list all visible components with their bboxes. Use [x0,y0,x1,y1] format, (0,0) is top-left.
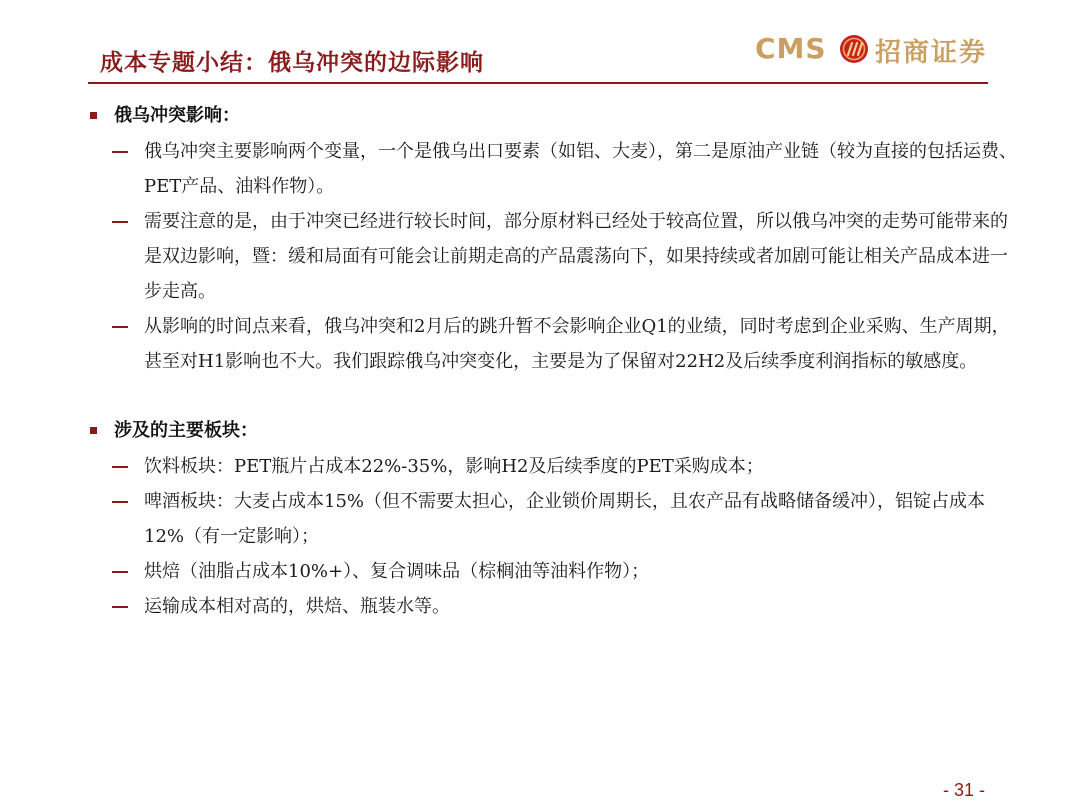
company-logo [755,30,990,70]
section-heading-text: 俄乌冲突影响： [114,105,240,126]
list-item-text: 烘焙（油脂占成本10%+）、复合调味品（棕榈油等油料作物）； [144,561,650,582]
list-item [88,449,1018,484]
bullet-list [88,449,1018,624]
dash-bullet-icon [112,466,128,468]
square-bullet-icon [90,112,97,119]
list-item-text: 运输成本相对高的，烘焙、瓶装水等。 [144,596,450,617]
list-item-text: 俄乌冲突主要影响两个变量，一个是俄乌出口要素（如铝、大麦），第二是原油产业链（较为直接的包括运费、PET产品、油料作物）。 [144,141,1017,197]
bullet-list [88,134,1018,379]
section-heading [88,415,1018,447]
list-item [88,554,1018,589]
section-heading-text: 涉及的主要板块： [114,420,258,441]
page-title: 成本专题小结：俄乌冲突的边际影响 [100,49,484,76]
logo-emblem-icon [839,34,869,64]
slide-header [0,0,1080,90]
dash-bullet-icon [112,326,128,328]
square-bullet-icon [90,427,97,434]
list-item [88,484,1018,554]
list-item-text: 从影响的时间点来看，俄乌冲突和2月后的跳升暂不会影响企业Q1的业绩，同时考虑到企业采购、生产周期，甚至对H1影响也不大。我们跟踪俄乌冲突变化，主要是为了保留对22H2及后续季度利润指标的敏感度。 [144,316,1010,372]
section-heading [88,100,1018,132]
list-item-text: 饮料板块：PET瓶片占成本22%-35%，影响H2及后续季度的PET采购成本； [144,456,764,477]
section-affected-sectors [88,415,1018,624]
page-number: - 31 - [942,780,985,800]
list-item-text: 需要注意的是，由于冲突已经进行较长时间，部分原材料已经处于较高位置，所以俄乌冲突的走势可能带来的是双边影响，暨：缓和局面有可能会让前期走高的产品震荡向下，如果持续或者加剧可能让相关产品成本进一步走高。 [144,211,1008,302]
slide-body [88,100,1018,624]
list-item [88,589,1018,624]
list-item-text: 啤酒板块：大麦占成本15%（但不需要太担心，企业锁价周期长，且农产品有战略储备缓冲），铝锭占成本12%（有一定影响）； [144,491,986,547]
list-item [88,204,1018,309]
section-conflict-impact [88,100,1018,379]
dash-bullet-icon [112,501,128,503]
list-item [88,309,1018,379]
dash-bullet-icon [112,151,128,153]
logo-latin-text: CMS [755,32,827,65]
header-divider [88,82,988,84]
dash-bullet-icon [112,571,128,573]
dash-bullet-icon [112,221,128,223]
logo-chinese-text: 招商证券 [875,38,988,68]
dash-bullet-icon [112,606,128,608]
list-item [88,134,1018,204]
